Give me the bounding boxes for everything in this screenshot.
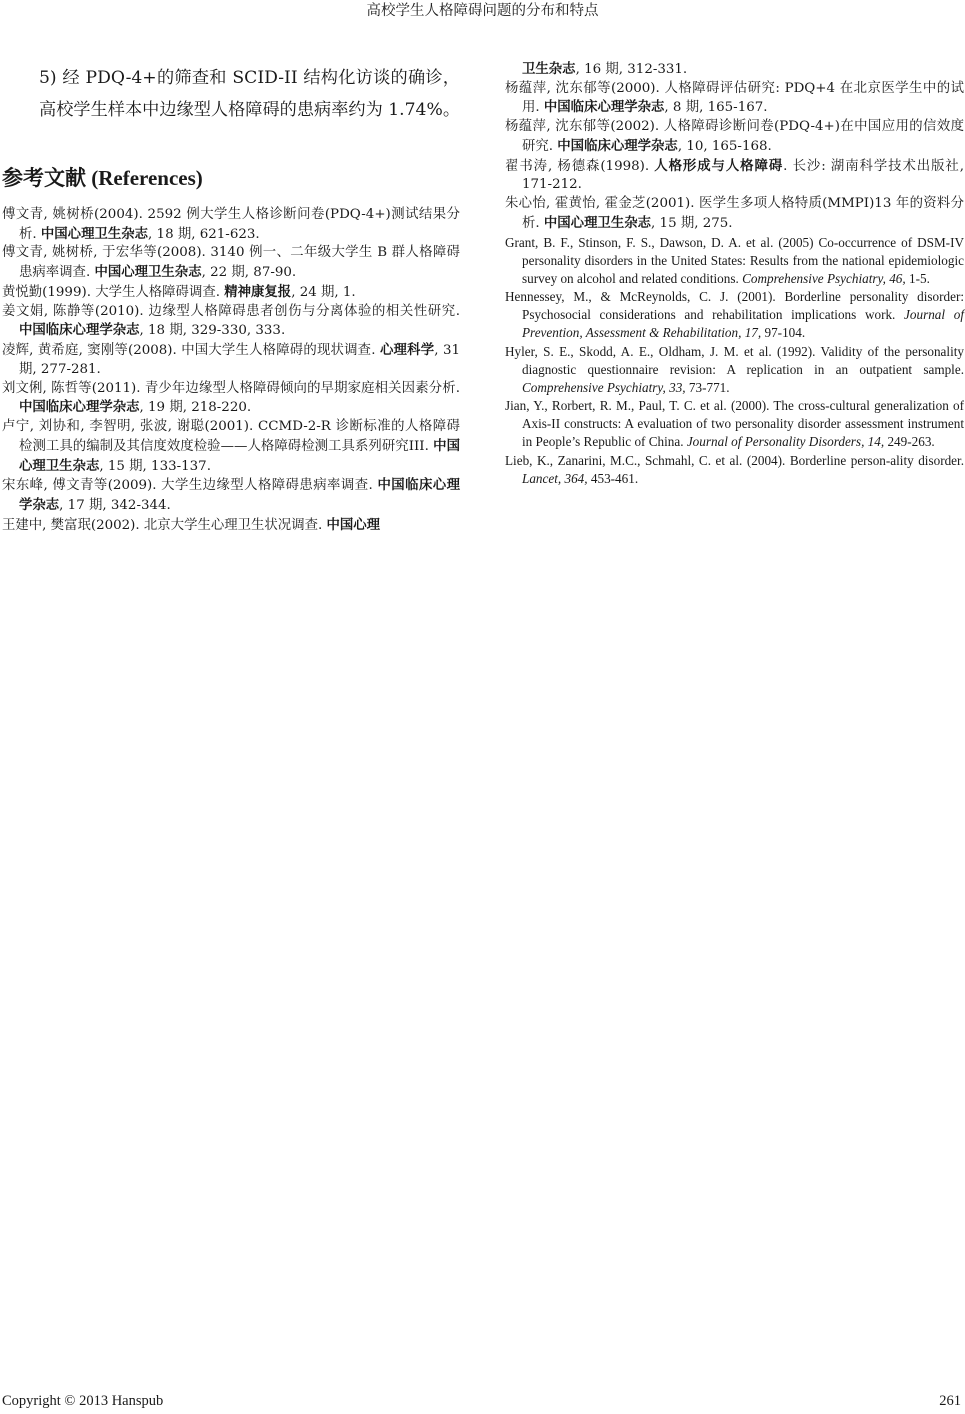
reference-authors-title: 凌辉, 黄希庭, 窦刚等(2008). 中国大学生人格障碍的现状调查.: [2, 343, 380, 359]
page-number: 261: [939, 1393, 961, 1409]
reference-journal: 人格形成与人格障碍: [654, 157, 784, 174]
reference-authors-title: Lieb, K., Zanarini, M.C., Schmahl, C. et al. (2004). Borderline person-ality disorder.: [505, 452, 964, 468]
reference-authors-title: 傅文青, 姚树桥, 于宏华等(2008). 3140 例一、二年级大学生 B 群人格障碍患病率调查.: [2, 245, 460, 281]
reference-item: [505, 343, 964, 397]
reference-item: [2, 206, 460, 244]
reference-details: 249-263.: [884, 434, 935, 450]
reference-item: [505, 118, 964, 156]
reference-item: [2, 476, 460, 515]
footer-copyright: Copyright © 2013 Hanspub: [2, 1393, 164, 1409]
reference-journal: Comprehensive Psychiatry, 33,: [522, 379, 686, 395]
reference-details: 97-104.: [761, 325, 806, 341]
reference-authors-title: 卢宁, 刘协和, 李智明, 张波, 谢聪(2001). CCMD-2-R 诊断标准的人格障碍检测工具的编制及其信度效度检验——人格障碍检测工具系列研究III.: [2, 419, 460, 454]
reference-journal: 心理科学: [379, 342, 435, 359]
reference-journal: 卫生杂志: [522, 61, 576, 77]
reference-item: [505, 234, 964, 288]
reference-item: [2, 516, 460, 536]
reference-journal: 中国临床心理学杂志: [19, 477, 460, 513]
reference-details: , 8 期, 165-167.: [664, 100, 768, 116]
reference-item: [2, 380, 460, 418]
reference-details: 73-771.: [685, 379, 730, 395]
reference-journal: Journal of Personality Disorders, 14,: [686, 434, 885, 450]
running-header: 高校学生人格障碍问题的分布和特点: [366, 3, 599, 19]
reference-details: , 16 期, 312-331.: [575, 62, 688, 77]
reference-details: , 31 期, 277-281.: [19, 343, 461, 377]
reference-journal: 中国心理卫生杂志: [94, 264, 202, 281]
reference-authors-title: 杨蕴萍, 沈东郁等(2002). 人格障碍诊断问卷(PDQ-4+)在中国应用的信效度研究.: [505, 119, 964, 154]
reference-authors-title: 姜文娟, 陈静等(2010). 边缘型人格障碍患者创伤与分离体验的相关性研究.: [2, 303, 460, 319]
reference-details: , 17 期, 342-344.: [59, 497, 171, 513]
reference-item: [505, 80, 964, 118]
reference-item: [2, 418, 460, 476]
reference-item: [505, 397, 964, 451]
left-column: [2, 62, 460, 536]
reference-continuation: [505, 60, 964, 80]
reference-item: [505, 195, 964, 233]
reference-item: [2, 283, 460, 303]
reference-authors-title: 宋东峰, 傅文青等(2009). 大学生边缘型人格障碍患病率调查.: [2, 478, 378, 494]
reference-authors-title: 傅文青, 姚树桥(2004). 2592 例大学生人格诊断问卷(PDQ-4+)测试结果分析.: [2, 207, 460, 242]
reference-journal: 精神康复报: [224, 283, 292, 300]
reference-item: [2, 303, 460, 341]
references-heading: 参考文献 (References): [2, 166, 203, 190]
reference-details: , 15 期, 133-137.: [99, 458, 211, 474]
reference-details: , 22 期, 87-90.: [201, 265, 297, 281]
right-column: [505, 60, 964, 488]
reference-authors-title: 黄悦勤(1999). 大学生人格障碍调查.: [2, 284, 225, 300]
reference-details: , 24 期, 1.: [291, 284, 356, 300]
reference-journal: 中国心理卫生杂志: [19, 437, 461, 474]
references-list-right-en: [505, 234, 964, 489]
reference-authors-title: Grant, B. F., Stinson, F. S., Dawson, D. A. et al. (2005) Co-occurrence of DSM-IV personality disorders in the United States: Results from the national epidemiologic survey on alcohol and related conditions.: [505, 234, 964, 286]
reference-journal: 中国临床心理学杂志: [543, 99, 665, 116]
reference-item: [505, 288, 964, 342]
reference-journal: Lancet, 364,: [522, 470, 588, 486]
reference-item: [2, 341, 460, 379]
reference-authors-title: Jian, Y., Rorbert, R. M., Paul, T. C. et al. (2000). The cross-cultural generalization of Axis-II constructs: A evaluation of two personality disorder assessment instrument in People’s Republic of China.: [505, 398, 964, 450]
reference-authors-title: 刘文俐, 陈哲等(2011). 青少年边缘型人格障碍倾向的早期家庭相关因素分析.: [2, 380, 460, 396]
reference-journal: 中国临床心理学杂志: [557, 137, 678, 154]
reference-authors-title: 翟书涛, 杨德森(1998).: [505, 158, 655, 174]
reference-journal: 中国心理卫生杂志: [543, 214, 652, 231]
reference-authors-title: 杨蕴萍, 沈东郁等(2000). 人格障碍评估研究: PDQ+4 在北京医学生中的试用.: [505, 80, 964, 116]
reference-details: , 15 期, 275.: [651, 215, 733, 231]
reference-item: [505, 452, 964, 488]
reference-journal: 中国心理卫生杂志: [40, 225, 149, 242]
reference-details: 1-5.: [905, 270, 930, 286]
reference-journal: Comprehensive Psychiatry, 46,: [742, 270, 906, 286]
reference-item: [505, 157, 964, 195]
reference-details: , 18 期, 329-330, 333.: [139, 323, 286, 339]
reference-details: , 10, 165-168.: [677, 138, 772, 154]
reference-details: . 长沙: 湖南科学技术出版社, 171-212.: [522, 158, 964, 193]
references-list-right-cn: [505, 80, 964, 234]
reference-authors-title: Hennessey, M., & McReynolds, C. J. (2001). Borderline personality disorder: Psychosocial considerations and rehabilitation implications work.: [505, 289, 964, 323]
conclusion-paragraph: 5) 经 PDQ-4+的筛查和 SCID-II 结构化访谈的确诊，高校学生样本中边缘型人格障碍的患病率约为 1.74%。: [39, 68, 461, 120]
reference-details: , 19 期, 218-220.: [139, 400, 252, 416]
reference-journal: Journal of Prevention, Assessment & Rehabilitation, 17,: [522, 307, 964, 341]
reference-journal: 中国心理: [326, 516, 381, 533]
references-list-left: [2, 206, 460, 535]
reference-details: 453-461.: [587, 470, 639, 486]
reference-authors-title: 朱心怡, 霍黄怡, 霍金芝(2001). 医学生多项人格特质(MMPI)13 年的资料分析.: [505, 196, 964, 231]
reference-authors-title: Hyler, S. E., Skodd, A. E., Oldham, J. M. et al. (1992). Validity of the personality diagnostic questionnaire revision: A replication in an outpatient sample.: [505, 343, 964, 377]
reference-journal: 中国临床心理学杂志: [19, 399, 140, 416]
reference-authors-title: 王建中, 樊富珉(2002). 北京大学生心理卫生状况调查.: [2, 517, 327, 533]
reference-journal: 中国临床心理学杂志: [19, 322, 140, 339]
reference-details: , 18 期, 621-623.: [148, 226, 260, 242]
reference-item: [2, 244, 460, 282]
